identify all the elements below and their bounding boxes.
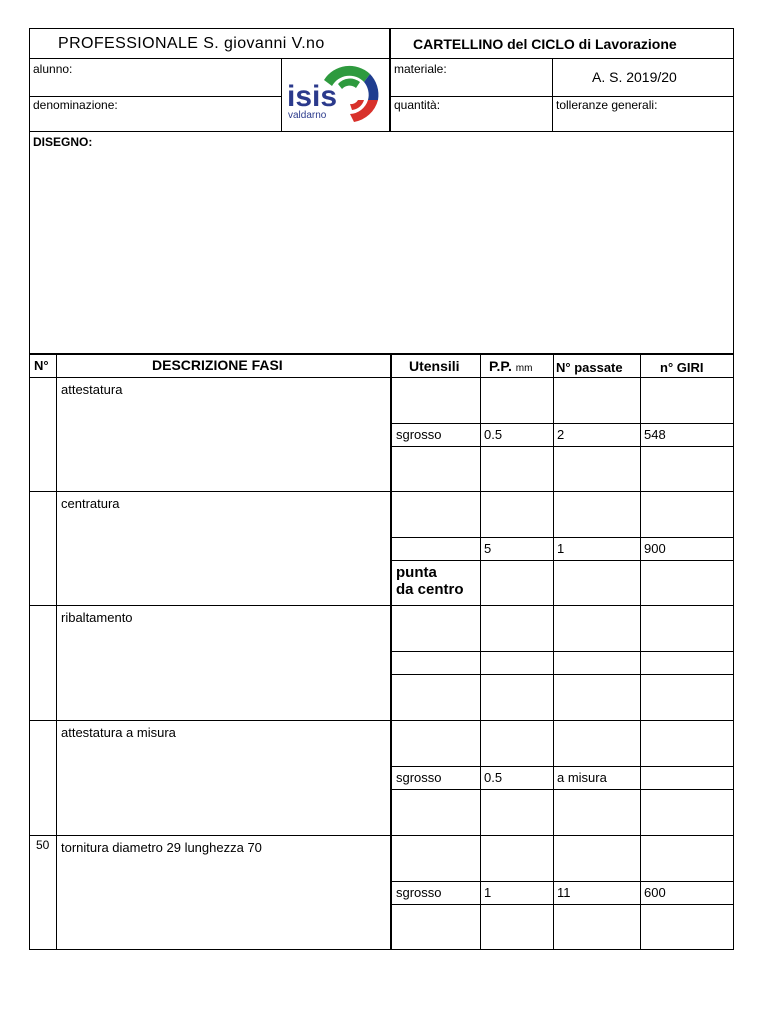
header-logo-divider xyxy=(281,58,282,132)
outer-frame xyxy=(29,28,734,950)
phase-description: centratura xyxy=(61,496,120,511)
phase-separator xyxy=(29,835,734,836)
cell-giri: 900 xyxy=(644,541,666,556)
quantita-label: quantità: xyxy=(394,98,441,112)
denominazione-label: denominazione: xyxy=(33,98,118,112)
phase-description: ribaltamento xyxy=(61,610,133,625)
phase-description: attestatura xyxy=(61,382,123,397)
cell-utensili: sgrosso xyxy=(396,885,442,900)
phase-description: attestatura a misura xyxy=(61,725,176,740)
logo-mark-icon xyxy=(284,60,386,130)
col-line-utensili xyxy=(480,354,481,950)
svg-text:valdarno: valdarno xyxy=(288,110,327,121)
sub-row-line xyxy=(390,651,734,652)
sub-row-line xyxy=(390,446,734,447)
sub-row-line xyxy=(390,881,734,882)
svg-text:isis: isis xyxy=(287,80,338,113)
col-desc-header: DESCRIZIONE FASI xyxy=(152,357,283,373)
phase-separator xyxy=(29,720,734,721)
header-bottom-line xyxy=(29,131,734,132)
school-year: A. S. 2019/20 xyxy=(592,69,677,85)
cell-passate: 11 xyxy=(557,885,571,900)
header-right-mid-line xyxy=(390,96,734,97)
cell-utensili: sgrosso xyxy=(396,427,442,442)
col-line-desc xyxy=(390,354,392,950)
cell-passate: a misura xyxy=(557,770,607,785)
col-line-pp xyxy=(553,354,554,950)
sub-row-line xyxy=(390,904,734,905)
phase-separator xyxy=(29,605,734,606)
header-top-row-line xyxy=(29,58,734,59)
cell-passate: 2 xyxy=(557,427,565,442)
cell-pp: 0.5 xyxy=(484,770,503,785)
sub-row-line xyxy=(390,674,734,675)
phase-description: tornitura diametro 29 lunghezza 70 xyxy=(61,840,262,855)
col-num-header: N° xyxy=(34,358,49,373)
col-line-num xyxy=(56,354,57,950)
col-pp-header xyxy=(489,359,532,374)
cell-utensili: sgrosso xyxy=(396,770,442,785)
col-pp-unit: mm xyxy=(515,363,533,374)
sub-row-line xyxy=(390,560,734,561)
tolleranze-label: tolleranze generali: xyxy=(556,98,658,112)
header-vertical-divider xyxy=(389,28,391,132)
drawing-bottom-line xyxy=(29,353,734,355)
phase-separator xyxy=(29,491,734,492)
header-left-mid-line xyxy=(29,96,281,97)
sub-row-line xyxy=(390,537,734,538)
cell-utensili: punta da centro xyxy=(396,564,464,598)
col-passate-header: N° passate xyxy=(556,360,623,375)
col-utensili-header: Utensili xyxy=(409,358,460,374)
alunno-label: alunno: xyxy=(33,62,73,76)
cell-giri: 600 xyxy=(644,885,666,900)
header-right-col-divider xyxy=(552,58,553,132)
sub-row-line xyxy=(390,766,734,767)
col-giri-header: n° GIRI xyxy=(660,360,704,375)
isis-logo xyxy=(284,60,386,130)
col-line-passate xyxy=(640,354,641,950)
cell-passate: 1 xyxy=(557,541,565,556)
cell-pp: 5 xyxy=(484,541,492,556)
col-pp-label: P.P. xyxy=(489,358,512,374)
cell-pp: 0.5 xyxy=(484,427,503,442)
card-title: CARTELLINO del CICLO di Lavorazione xyxy=(413,36,677,52)
sub-row-line xyxy=(390,423,734,424)
materiale-label: materiale: xyxy=(394,62,447,76)
phase-number: 50 xyxy=(36,838,50,852)
sub-row-line xyxy=(390,789,734,790)
cell-pp: 1 xyxy=(484,885,492,900)
header-row-bottom-line xyxy=(29,377,734,378)
cell-giri: 548 xyxy=(644,427,666,442)
school-title: PROFESSIONALE S. giovanni V.no xyxy=(58,35,325,52)
disegno-label: DISEGNO: xyxy=(33,135,93,149)
